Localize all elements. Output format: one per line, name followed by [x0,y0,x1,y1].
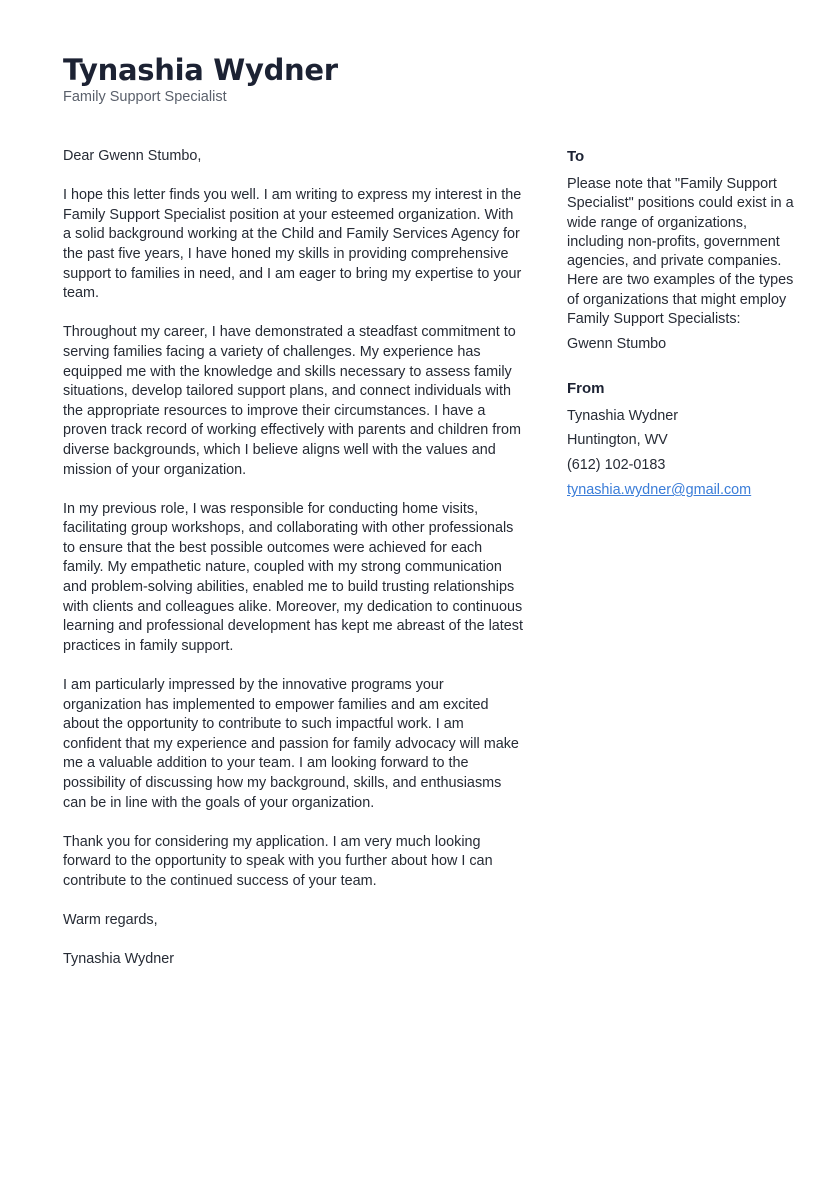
sender-name: Tynashia Wydner [63,53,338,87]
to-heading: To [567,148,585,165]
to-block [567,147,797,355]
from-block [567,379,797,501]
from-name: Tynashia Wydner [567,407,679,424]
recipient-note: Please note that "Family Support Specialist" positions could exist in a wide range of organizations, including non-profits, government agencies, and private companies. Here are two examples of the types of organizations that might employ Family Support Specialists: [567,176,794,328]
salutation: Dear Gwenn Stumbo, [63,148,202,164]
sender-role: Family Support Specialist [63,89,227,105]
from-location: Huntington, WV [567,432,668,449]
paragraph: In my previous role, I was responsible for conducting home visits, facilitating group workshops, and collaborating with other professionals to ensure that the best possible outcomes were achieved for each family. My empathetic nature, coupled with my strong communication and problem-solving abilities, enabled me to build trusting relationships with clients and colleagues alike. Moreover, my dedication to continuous learning and professional development has kept me abreast of the latest practices in family support. [63,500,523,654]
letter-body [63,147,525,990]
paragraph: Throughout my career, I have demonstrated a steadfast commitment to serving families facing a variety of challenges. My experience has equipped me with the knowledge and skills necessary to assess family situations, develop tailored support plans, and connect individuals with the appropriate resources to improve their circumstances. I have a proven track record of working effectively with parents and children from diverse backgrounds, which I believe aligns well with the values and mission of your organization. [63,324,522,478]
from-heading: From [567,379,605,397]
paragraph: I hope this letter finds you well. I am writing to express my interest in the Family Support Specialist position at your esteemed organization. With a solid background working at the Child and Family Services Agency for the past five years, I have honed my skills in providing comprehensive support to families in need, and I am eager to bring my expertise to your team. [63,187,522,302]
signature: Tynashia Wydner [63,951,175,968]
closing: Warm regards, [63,912,158,929]
paragraph: I am particularly impressed by the innovative programs your organization has implemented to empower families and am excited about the opportunity to contribute to such impactful work. I am confident that my experience and passion for family advocacy will make me a valuable addition to your team. I am looking forward to the possibility of discussing how my background, skills, and enthusiasms can be in line with the goals of your organization. [63,677,519,811]
email-link[interactable]: tynashia.wydner@gmail.com [567,482,752,499]
recipient-name: Gwenn Stumbo [567,336,667,353]
paragraph: Thank you for considering my application. I am very much looking forward to the opportunity to speak with you further about how I can contribute to the continued success of your team. [63,833,493,889]
contact-sidebar [567,147,797,506]
letter-header [63,52,763,106]
from-phone: (612) 102-0183 [567,457,666,474]
